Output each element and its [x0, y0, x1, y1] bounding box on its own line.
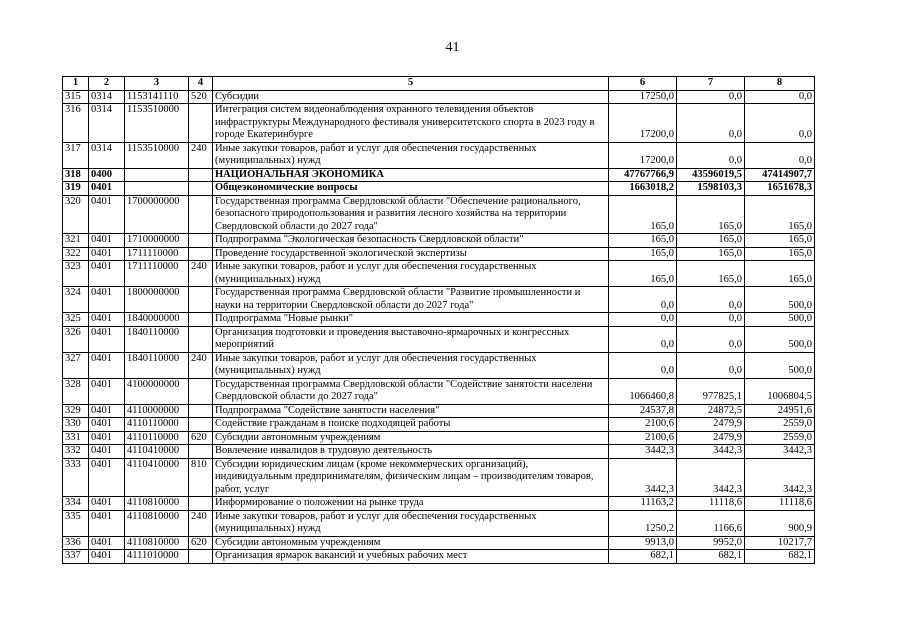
description-cell: Подпрограмма "Новые рынки": [213, 313, 609, 327]
target-article-cell: [125, 168, 189, 182]
amount-col7-cell: 0,0: [677, 287, 745, 313]
table-row: [63, 313, 815, 327]
expense-type-cell: [189, 418, 213, 432]
table-row: [63, 418, 815, 432]
amount-col8-cell: 3442,3: [745, 445, 815, 459]
amount-col8-cell: 682,1: [745, 550, 815, 564]
amount-col6-cell: 165,0: [609, 247, 677, 261]
amount-col8-cell: 3442,3: [745, 458, 815, 497]
expense-type-cell: [189, 313, 213, 327]
target-article-cell: 4110410000: [125, 458, 189, 497]
budget-table: [62, 76, 815, 564]
target-article-cell: 1153510000: [125, 142, 189, 168]
description-cell: Субсидии юридическим лицам (кроме некоммерческих организаций), индивидуальным предпринимателям, физическим лицам – производителям товаров, работ, услуг: [213, 458, 609, 497]
amount-col8-cell: 900,9: [745, 510, 815, 536]
target-article-cell: 4110410000: [125, 445, 189, 459]
section-code-cell: 0401: [89, 404, 125, 418]
row-number-cell: 324: [63, 287, 89, 313]
description-cell: Иные закупки товаров, работ и услуг для обеспечения государственных (муниципальных) нужд: [213, 352, 609, 378]
target-article-cell: 4110810000: [125, 510, 189, 536]
amount-col8-cell: 500,0: [745, 287, 815, 313]
amount-col8-cell: 10217,7: [745, 536, 815, 550]
description-cell: Государственная программа Свердловской области "Содействие занятости населени Свердловской области до 2027 года": [213, 378, 609, 404]
row-number-cell: 330: [63, 418, 89, 432]
expense-type-cell: 520: [189, 90, 213, 104]
amount-col8-cell: 0,0: [745, 104, 815, 143]
col-header: 3: [125, 77, 189, 91]
expense-type-cell: [189, 234, 213, 248]
amount-col7-cell: 1598103,3: [677, 182, 745, 196]
col-header: 2: [89, 77, 125, 91]
col-header: 5: [213, 77, 609, 91]
table-row: [63, 168, 815, 182]
expense-type-cell: 620: [189, 431, 213, 445]
row-number-cell: 327: [63, 352, 89, 378]
section-code-cell: 0401: [89, 195, 125, 234]
col-header: 6: [609, 77, 677, 91]
amount-col6-cell: 1250,2: [609, 510, 677, 536]
amount-col8-cell: 1006804,5: [745, 378, 815, 404]
section-code-cell: 0314: [89, 104, 125, 143]
target-article-cell: 1840110000: [125, 326, 189, 352]
section-code-cell: 0401: [89, 287, 125, 313]
col-header: 4: [189, 77, 213, 91]
row-number-cell: 316: [63, 104, 89, 143]
amount-col7-cell: 0,0: [677, 104, 745, 143]
amount-col8-cell: 165,0: [745, 261, 815, 287]
row-number-cell: 322: [63, 247, 89, 261]
table-row: [63, 536, 815, 550]
target-article-cell: 4110110000: [125, 431, 189, 445]
table-row: [63, 404, 815, 418]
amount-col7-cell: 0,0: [677, 352, 745, 378]
table-row: [63, 247, 815, 261]
amount-col6-cell: 47767766,9: [609, 168, 677, 182]
amount-col8-cell: 500,0: [745, 313, 815, 327]
description-cell: НАЦИОНАЛЬНАЯ ЭКОНОМИКА: [213, 168, 609, 182]
expense-type-cell: 240: [189, 261, 213, 287]
table-row: [63, 234, 815, 248]
target-article-cell: 1840110000: [125, 352, 189, 378]
amount-col8-cell: 0,0: [745, 90, 815, 104]
section-code-cell: 0401: [89, 352, 125, 378]
section-code-cell: 0401: [89, 234, 125, 248]
header-row: [63, 77, 815, 91]
table-row: [63, 326, 815, 352]
row-number-cell: 321: [63, 234, 89, 248]
amount-col6-cell: 1663018,2: [609, 182, 677, 196]
expense-type-cell: 240: [189, 510, 213, 536]
amount-col6-cell: 0,0: [609, 287, 677, 313]
expense-type-cell: [189, 497, 213, 511]
section-code-cell: 0314: [89, 90, 125, 104]
amount-col7-cell: 2479,9: [677, 431, 745, 445]
col-header: 1: [63, 77, 89, 91]
amount-col7-cell: 165,0: [677, 247, 745, 261]
amount-col6-cell: 24537,8: [609, 404, 677, 418]
expense-type-cell: [189, 182, 213, 196]
row-number-cell: 335: [63, 510, 89, 536]
table-row: [63, 550, 815, 564]
description-cell: Организация ярмарок вакансий и учебных рабочих мест: [213, 550, 609, 564]
description-cell: Проведение государственной экологической экспертизы: [213, 247, 609, 261]
table-row: [63, 458, 815, 497]
amount-col6-cell: 0,0: [609, 352, 677, 378]
row-number-cell: 334: [63, 497, 89, 511]
target-article-cell: 4100000000: [125, 378, 189, 404]
amount-col8-cell: 47414907,7: [745, 168, 815, 182]
table-row: [63, 261, 815, 287]
section-code-cell: 0400: [89, 168, 125, 182]
section-code-cell: 0401: [89, 536, 125, 550]
amount-col6-cell: 0,0: [609, 313, 677, 327]
amount-col7-cell: 0,0: [677, 142, 745, 168]
target-article-cell: 1711110000: [125, 247, 189, 261]
amount-col7-cell: 0,0: [677, 90, 745, 104]
section-code-cell: 0401: [89, 458, 125, 497]
table-row: [63, 142, 815, 168]
row-number-cell: 332: [63, 445, 89, 459]
section-code-cell: 0401: [89, 497, 125, 511]
amount-col8-cell: 1651678,3: [745, 182, 815, 196]
row-number-cell: 317: [63, 142, 89, 168]
section-code-cell: 0401: [89, 510, 125, 536]
amount-col6-cell: 1066460,8: [609, 378, 677, 404]
description-cell: Государственная программа Свердловской области "Обеспечение рационального, безопасного природопользования и развития лесного хозяйства на территории Свердловской области до 2027 года": [213, 195, 609, 234]
amount-col7-cell: 0,0: [677, 313, 745, 327]
row-number-cell: 319: [63, 182, 89, 196]
amount-col7-cell: 165,0: [677, 195, 745, 234]
row-number-cell: 318: [63, 168, 89, 182]
amount-col6-cell: 17200,0: [609, 104, 677, 143]
target-article-cell: 4111010000: [125, 550, 189, 564]
table-row: [63, 104, 815, 143]
row-number-cell: 326: [63, 326, 89, 352]
amount-col8-cell: 2559,0: [745, 418, 815, 432]
row-number-cell: 320: [63, 195, 89, 234]
target-article-cell: 1711110000: [125, 261, 189, 287]
target-article-cell: 1840000000: [125, 313, 189, 327]
expense-type-cell: 240: [189, 352, 213, 378]
col-header: 8: [745, 77, 815, 91]
description-cell: Информирование о положении на рынке труда: [213, 497, 609, 511]
col-header: 7: [677, 77, 745, 91]
amount-col6-cell: 0,0: [609, 326, 677, 352]
expense-type-cell: 240: [189, 142, 213, 168]
description-cell: Иные закупки товаров, работ и услуг для обеспечения государственных (муниципальных) нужд: [213, 510, 609, 536]
description-cell: Подпрограмма "Содействие занятости населения": [213, 404, 609, 418]
row-number-cell: 315: [63, 90, 89, 104]
amount-col7-cell: 11118,6: [677, 497, 745, 511]
amount-col7-cell: 9952,0: [677, 536, 745, 550]
amount-col6-cell: 3442,3: [609, 445, 677, 459]
amount-col7-cell: 24872,5: [677, 404, 745, 418]
expense-type-cell: [189, 168, 213, 182]
amount-col6-cell: 17200,0: [609, 142, 677, 168]
amount-col7-cell: 165,0: [677, 234, 745, 248]
table-row: [63, 195, 815, 234]
section-code-cell: 0401: [89, 550, 125, 564]
expense-type-cell: [189, 326, 213, 352]
row-number-cell: 323: [63, 261, 89, 287]
target-article-cell: 1153510000: [125, 104, 189, 143]
target-article-cell: 1153141110: [125, 90, 189, 104]
amount-col7-cell: 165,0: [677, 261, 745, 287]
row-number-cell: 333: [63, 458, 89, 497]
amount-col6-cell: 11163,2: [609, 497, 677, 511]
section-code-cell: 0401: [89, 313, 125, 327]
section-code-cell: 0314: [89, 142, 125, 168]
amount-col6-cell: 17250,0: [609, 90, 677, 104]
target-article-cell: 4110810000: [125, 536, 189, 550]
table-row: [63, 287, 815, 313]
description-cell: Организация подготовки и проведения выставочно-ярмарочных и конгрессных мероприятий: [213, 326, 609, 352]
amount-col8-cell: 2559,0: [745, 431, 815, 445]
amount-col6-cell: 3442,3: [609, 458, 677, 497]
target-article-cell: [125, 182, 189, 196]
amount-col8-cell: 165,0: [745, 195, 815, 234]
row-number-cell: 325: [63, 313, 89, 327]
target-article-cell: 4110810000: [125, 497, 189, 511]
amount-col8-cell: 24951,6: [745, 404, 815, 418]
amount-col7-cell: 0,0: [677, 326, 745, 352]
amount-col8-cell: 500,0: [745, 326, 815, 352]
table-row: [63, 90, 815, 104]
amount-col8-cell: 165,0: [745, 234, 815, 248]
amount-col7-cell: 977825,1: [677, 378, 745, 404]
table-row: [63, 445, 815, 459]
description-cell: Иные закупки товаров, работ и услуг для обеспечения государственных (муниципальных) нужд: [213, 142, 609, 168]
target-article-cell: 4110110000: [125, 418, 189, 432]
table-row: [63, 182, 815, 196]
amount-col7-cell: 3442,3: [677, 445, 745, 459]
amount-col6-cell: 682,1: [609, 550, 677, 564]
amount-col6-cell: 2100,6: [609, 431, 677, 445]
section-code-cell: 0401: [89, 378, 125, 404]
amount-col8-cell: 500,0: [745, 352, 815, 378]
description-cell: Субсидии автономным учреждениям: [213, 431, 609, 445]
description-cell: Интеграция систем видеонаблюдения охранного телевидения объектов инфраструктуры Международного фестиваля университетского спорта в 2023 году в городе Екатеринбурге: [213, 104, 609, 143]
description-cell: Вовлечение инвалидов в трудовую деятельность: [213, 445, 609, 459]
section-code-cell: 0401: [89, 418, 125, 432]
description-cell: Иные закупки товаров, работ и услуг для обеспечения государственных (муниципальных) нужд: [213, 261, 609, 287]
section-code-cell: 0401: [89, 247, 125, 261]
target-article-cell: 1800000000: [125, 287, 189, 313]
row-number-cell: 329: [63, 404, 89, 418]
description-cell: Содействие гражданам в поиске подходящей работы: [213, 418, 609, 432]
amount-col8-cell: 0,0: [745, 142, 815, 168]
expense-type-cell: [189, 287, 213, 313]
expense-type-cell: 620: [189, 536, 213, 550]
amount-col7-cell: 1166,6: [677, 510, 745, 536]
expense-type-cell: [189, 247, 213, 261]
expense-type-cell: [189, 104, 213, 143]
section-code-cell: 0401: [89, 182, 125, 196]
row-number-cell: 328: [63, 378, 89, 404]
target-article-cell: 4110000000: [125, 404, 189, 418]
expense-type-cell: [189, 195, 213, 234]
expense-type-cell: [189, 445, 213, 459]
description-cell: Общеэкономические вопросы: [213, 182, 609, 196]
table-row: [63, 510, 815, 536]
expense-type-cell: 810: [189, 458, 213, 497]
expense-type-cell: [189, 404, 213, 418]
page-number: 41: [445, 40, 460, 55]
description-cell: Субсидии: [213, 90, 609, 104]
amount-col6-cell: 2100,6: [609, 418, 677, 432]
amount-col8-cell: 165,0: [745, 247, 815, 261]
amount-col7-cell: 3442,3: [677, 458, 745, 497]
description-cell: Подпрограмма "Экологическая безопасность Свердловской области": [213, 234, 609, 248]
description-cell: Субсидии автономным учреждениям: [213, 536, 609, 550]
amount-col6-cell: 9913,0: [609, 536, 677, 550]
target-article-cell: 1700000000: [125, 195, 189, 234]
section-code-cell: 0401: [89, 445, 125, 459]
table-row: [63, 431, 815, 445]
expense-type-cell: [189, 550, 213, 564]
section-code-cell: 0401: [89, 326, 125, 352]
section-code-cell: 0401: [89, 261, 125, 287]
row-number-cell: 331: [63, 431, 89, 445]
target-article-cell: 1710000000: [125, 234, 189, 248]
amount-col6-cell: 165,0: [609, 261, 677, 287]
section-code-cell: 0401: [89, 431, 125, 445]
amount-col6-cell: 165,0: [609, 195, 677, 234]
description-cell: Государственная программа Свердловской области "Развитие промышленности и науки на территории Свердловской области до 2027 года": [213, 287, 609, 313]
table-row: [63, 352, 815, 378]
amount-col7-cell: 43596019,5: [677, 168, 745, 182]
expense-type-cell: [189, 378, 213, 404]
amount-col7-cell: 682,1: [677, 550, 745, 564]
row-number-cell: 337: [63, 550, 89, 564]
table-row: [63, 497, 815, 511]
amount-col7-cell: 2479,9: [677, 418, 745, 432]
row-number-cell: 336: [63, 536, 89, 550]
amount-col6-cell: 165,0: [609, 234, 677, 248]
table-row: [63, 378, 815, 404]
amount-col8-cell: 11118,6: [745, 497, 815, 511]
